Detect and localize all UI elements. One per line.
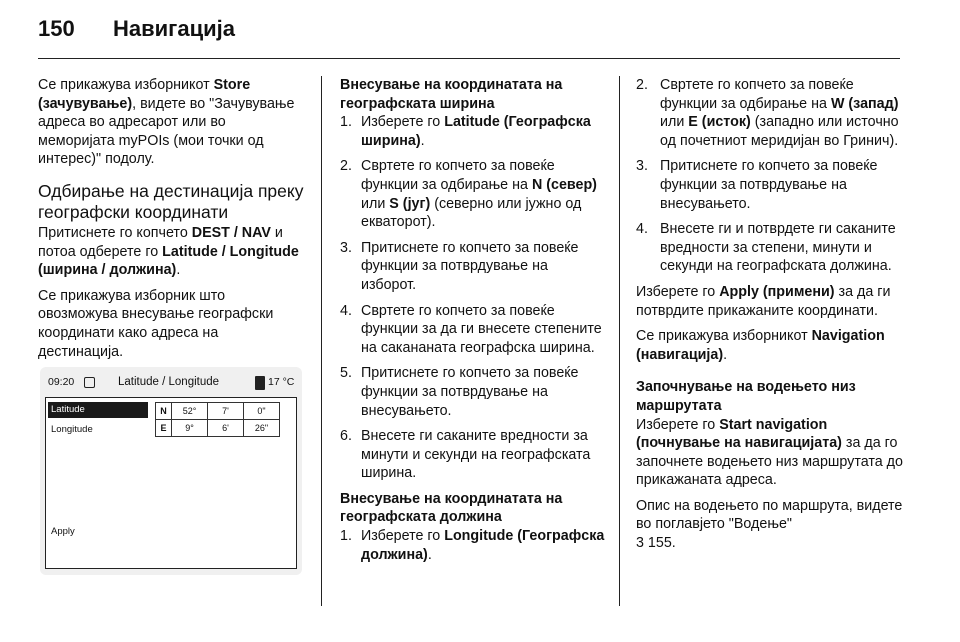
- menu-item-latitude[interactable]: Latitude: [48, 402, 148, 418]
- coordinate-table: [155, 402, 280, 437]
- coord-seconds[interactable]: 26": [244, 420, 280, 437]
- page-number: 150: [38, 16, 75, 41]
- list-item: 2. Свртете го копчето за повеќе функции за одбирање на W (запад) или E (исток) (западно или источно од почетниот меридијан во Гринич).: [636, 77, 899, 149]
- menu-item-longitude[interactable]: Longitude: [51, 424, 93, 435]
- coord-minutes[interactable]: 6': [208, 420, 244, 437]
- coord-direction[interactable]: N: [156, 403, 172, 420]
- column-divider: [619, 76, 620, 606]
- screen-menu-list: [48, 402, 152, 566]
- list-item: 1. Изберете го Latitude (Географска ширина).: [340, 114, 591, 149]
- coord-minutes[interactable]: 7': [208, 403, 244, 420]
- longitude-steps-continued: [636, 76, 906, 276]
- screen-temperature: 17 °C: [268, 376, 295, 388]
- page-title: Навигација: [113, 16, 235, 41]
- subheading-latitude: Внесување на координатата на географската ширина: [340, 77, 563, 112]
- paragraph-menu-description: Се прикажува изборник што овозможува внесување географски координати како адреса на дестинација.: [38, 287, 274, 360]
- paragraph-instruction: Притиснете го копчето DEST / NAV и потоа одберете го Latitude / Longitude (ширина / должина).: [38, 224, 299, 279]
- coord-degrees[interactable]: 9°: [172, 420, 208, 437]
- display-screenshot: [40, 367, 302, 575]
- column-middle: [340, 76, 606, 571]
- clock-icon: [84, 377, 95, 388]
- subheading-longitude: Внесување на координатата на географската должина: [340, 490, 563, 526]
- list-item: 3. Притиснете го копчето за повеќе функции за потврдување на изборот.: [340, 239, 579, 293]
- phone-icon: [255, 376, 265, 390]
- column-right: [636, 76, 906, 560]
- list-item: 2. Свртете го копчето за повеќе функции за одбирање на N (север) или S (југ) (северно или јужно од екваторот).: [340, 158, 597, 231]
- paragraph-start-navigation: Изберете го Start navigation (почнување на навигацијата) за да го започнете водењето низ маршрутата до прикажаната адреса.: [636, 416, 903, 489]
- column-left: [38, 76, 306, 368]
- section-heading: Одбирање на дестинација преку географски координати: [38, 180, 304, 222]
- paragraph-guidance-reference: Опис на водењето по маршрута, видете во поглавјето "Водење" 3 155.: [636, 497, 903, 552]
- header-rule: [38, 58, 900, 59]
- coord-seconds[interactable]: 0": [244, 403, 280, 420]
- list-item: 1. Изберете го Longitude (Географска должина).: [340, 528, 605, 563]
- screen-time: 09:20: [48, 376, 75, 388]
- screen-title: Latitude / Longitude: [118, 376, 220, 388]
- coord-direction[interactable]: E: [156, 420, 172, 437]
- screen-status-bar: [46, 375, 296, 393]
- paragraph-navigation-menu: Се прикажува изборникот Navigation (навигација).: [636, 328, 885, 363]
- list-item: 4. Свртете го копчето за повеќе функции за да ги внесете степените на сакананата географска ширина.: [340, 302, 602, 356]
- subheading-start-guidance: Започнување на водењето низ маршрутата: [636, 379, 856, 414]
- paragraph-apply: Изберете го Apply (примени) за да ги потврдите прикажаните координати.: [636, 283, 891, 319]
- latitude-steps: [340, 113, 606, 483]
- table-row: [156, 420, 280, 437]
- list-item: 4. Внесете ги и потврдете ги саканите вредности за степени, минути и секунди на географската должина.: [636, 221, 896, 275]
- paragraph-store: Се прикажува изборникот Store (зачувување), видете во "Зачувување адреса во адресарот или во меморијата myPOIs (мои точки од интерес)" подолу.: [38, 77, 295, 168]
- list-item: 3. Притиснете го копчето за повеќе функции за потврдување на внесувањето.: [636, 158, 878, 212]
- column-divider: [321, 76, 322, 606]
- list-item: 5. Притиснете го копчето за повеќе функции за потврдување на внесувањето.: [340, 365, 579, 419]
- list-item: 6. Внесете ги саканите вредности за минути и секунди на географската ширина.: [340, 428, 591, 482]
- table-row: [156, 403, 280, 420]
- menu-item-apply[interactable]: Apply: [51, 526, 75, 537]
- longitude-steps: [340, 527, 606, 564]
- coord-degrees[interactable]: 52°: [172, 403, 208, 420]
- page-reference[interactable]: 3 155.: [636, 535, 676, 552]
- screen-content: [45, 397, 297, 569]
